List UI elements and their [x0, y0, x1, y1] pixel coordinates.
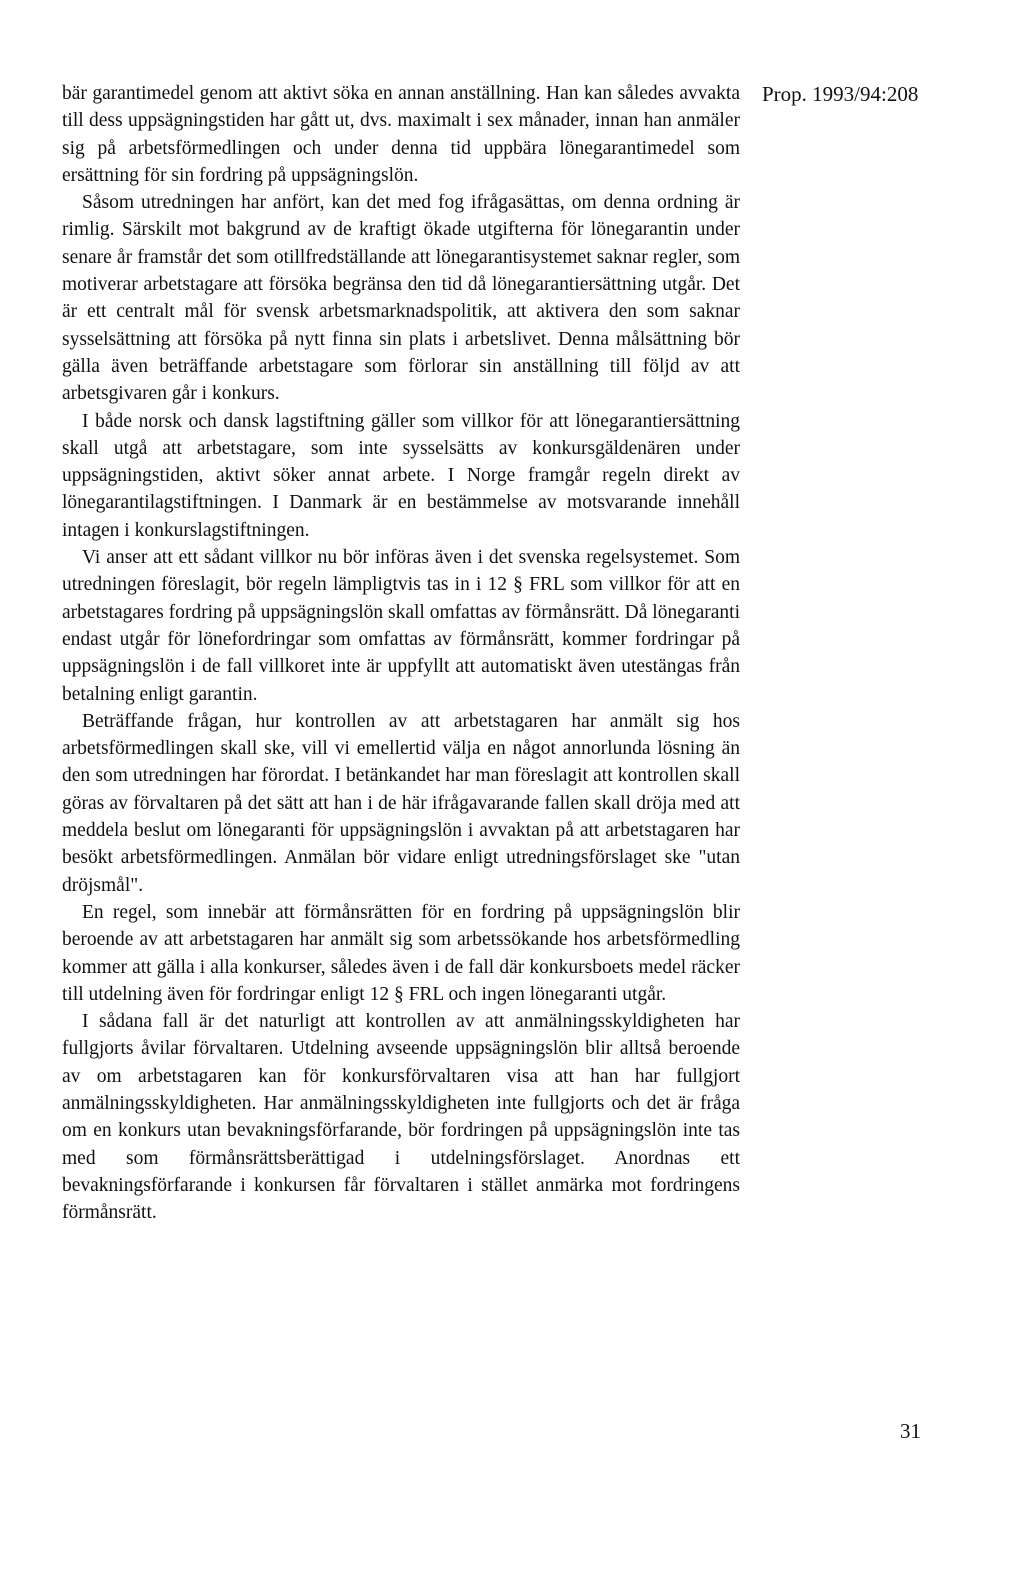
- page-number: 31: [900, 1419, 921, 1443]
- paragraph-3: I både norsk och dansk lagstiftning gäller som villkor för att lönegarantiersättning skall utgå att arbetstagare, som inte sysselsätts av konkursgäldenären under uppsägningstiden, aktivt söker annat arbete. I Norge framgår regeln direkt av lönegarantilagstiftningen. I Danmark är en bestämmelse av motsvarande innehåll intagen i konkurslagstiftningen.: [62, 410, 740, 541]
- paragraph-6: En regel, som innebär att förmånsrätten för en fordring på uppsägningslön blir beroende av att arbetstagaren har anmält sig som arbetssökande hos arbetsförmedling kommer att gälla i alla konkurser, således även i de fall där konkursboets medel räcker till utdelning även för fordringar enligt 12 § FRL och ingen lönegaranti utgår.: [62, 901, 740, 1005]
- paragraph-4: Vi anser att ett sådant villkor nu bör införas även i det svenska regelsystemet. Som utredningen föreslagit, bör regeln lämpligtvis tas in i 12 § FRL som villkor för att en arbetstagares fordring på uppsägningslön skall omfattas av förmånsrätt. Då lönegaranti endast utgår för lönefordringar som omfattas av förmånsrätt, kommer fordringar på uppsägningslön i de fall villkoret inte är uppfyllt att automatiskt även utestängas från betalning enligt garantin.: [62, 547, 740, 705]
- paragraph-5: Beträffande frågan, hur kontrollen av att arbetstagaren har anmält sig hos arbetsförmedlingen skall ske, vill vi emellertid välja en något annorlunda lösning än den som utredningen har förordat. I betänkandet har man föreslagit att kontrollen skall göras av förvaltaren på det sätt att han i de här ifrågavarande fallen skall dröja med att meddela beslut om lönegaranti för uppsägningslön i avvaktan på att arbetstagaren har besökt arbetsförmedlingen. Anmälan bör vidare enligt utredningsförslaget ske "utan dröjsmål".: [62, 710, 740, 896]
- paragraph-2: Såsom utredningen har anfört, kan det med fog ifrågasättas, om denna ordning är rimlig. Särskilt mot bakgrund av de kraftigt ökade utgifterna för lönegarantin under senare år framstår det som otillfredställande att lönegarantisystemet saknar regler, som motiverar arbetstagare att försöka begränsa den tid då lönegarantiersättning utgår. Det är ett centralt mål för svensk arbetsmarknadspolitik, att aktivera den som saknar sysselsättning att försöka på nytt finna sin plats i arbetslivet. Denna målsättning bör gälla även beträffande arbetstagare som förlorar sin anställning till följd av att arbetsgivaren går i konkurs.: [62, 192, 740, 405]
- body-text: [62, 80, 740, 1226]
- document-reference: Prop. 1993/94:208: [762, 82, 919, 106]
- paragraph-7: I sådana fall är det naturligt att kontrollen av att anmälningsskyldigheten har fullgjorts åvilar förvaltaren. Utdelning avseende uppsägningslön blir alltså beroende av om arbetstagaren kan för konkursförvaltaren visa att han har fullgjort anmälningsskyldigheten. Har anmälningsskyldigheten inte fullgjorts och det är fråga om en konkurs utan bevakningsförfarande, bör fordringen på uppsägningslön inte tas med som förmånsrättsberättigad i utdelningsförslaget. Anordnas ett bevakningsförfarande i konkursen får förvaltaren i stället anmärka mot fordringens förmånsrätt.: [62, 1011, 740, 1224]
- paragraph-1: bär garantimedel genom att aktivt söka en annan anställning. Han kan således avvakta till dess uppsägningstiden har gått ut, dvs. maximalt i sex månader, innan han anmäler sig på arbetsförmedlingen och under denna tid uppbära lönegarantimedel som ersättning för sin fordring på uppsägningslön.: [62, 83, 740, 186]
